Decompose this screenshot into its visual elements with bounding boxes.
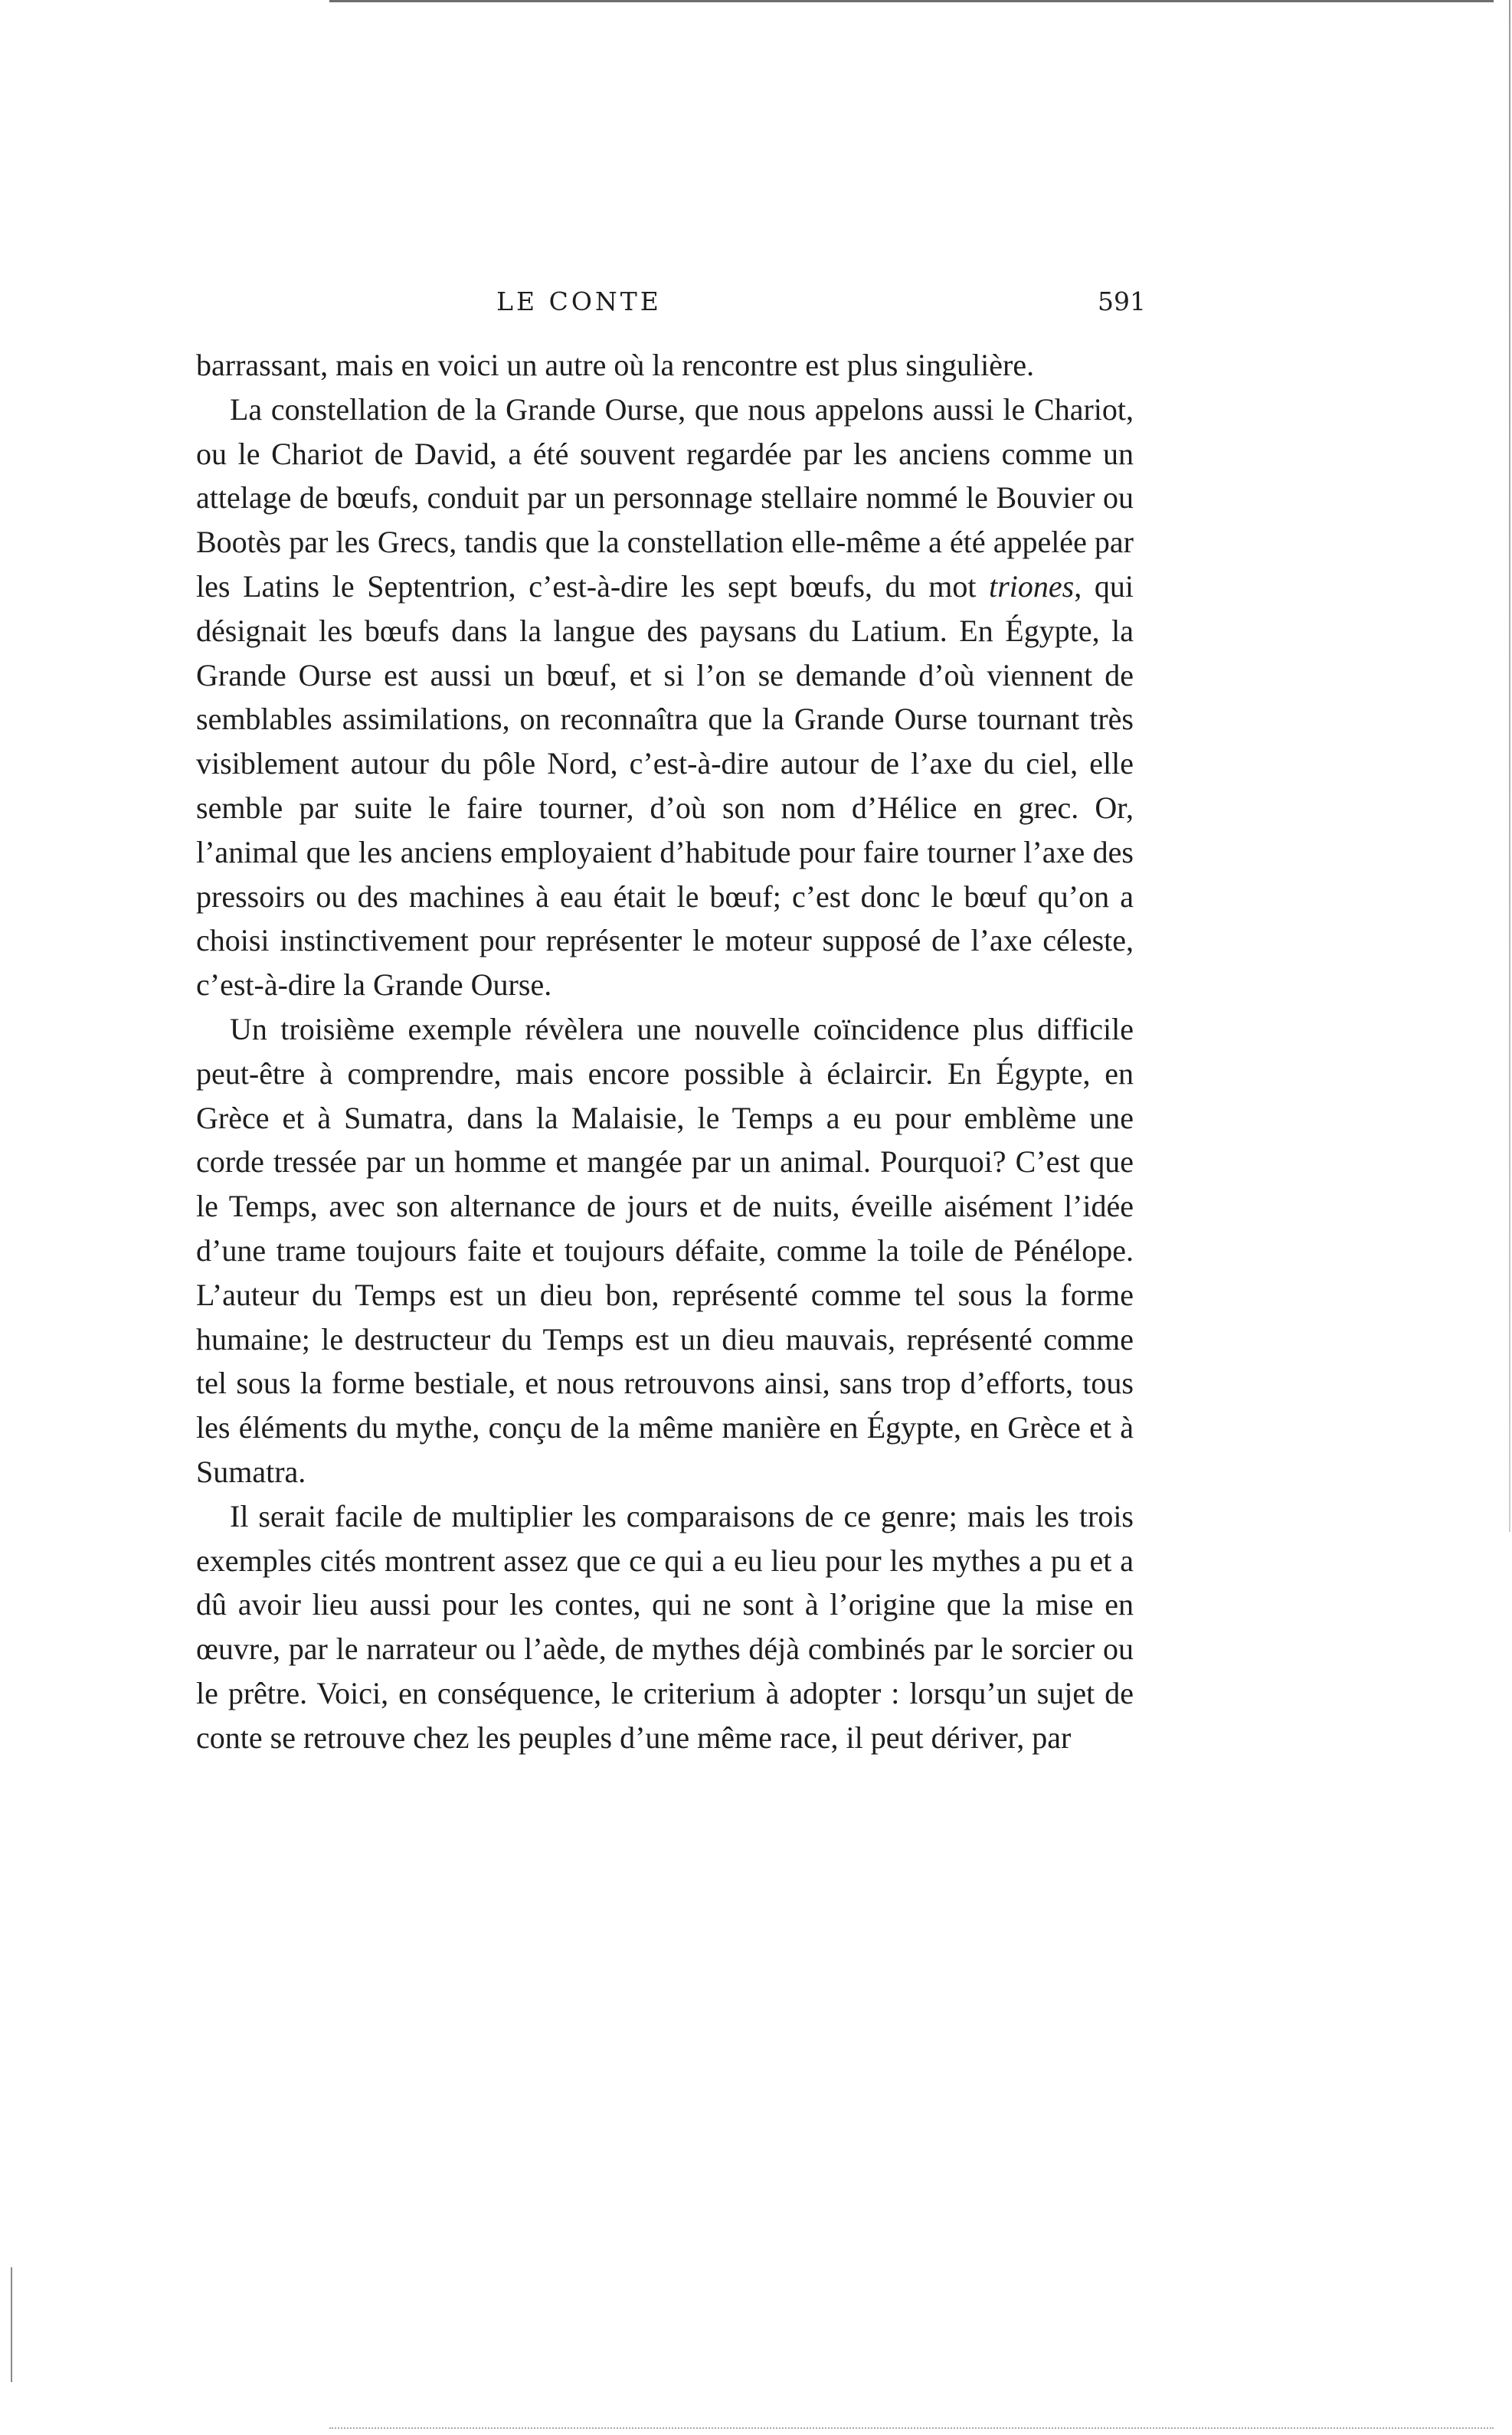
paragraph-2-italic-word: triones — [989, 568, 1075, 604]
paragraph-3: Un troisième exemple révèlera une nouvelle coïncidence plus difficile peut-être à comprendre, mais encore possible à éclaircir. En Égypte, en Grèce et à Sumatra, dans la Malaisie, le Temps a eu pour emblème une corde tressée par un homme et mangée par un animal. Pourquoi? C’est que le Temps, avec son alternance de jours et de nuits, éveille aisément l’idée d’une trame toujours faite et toujours défaite, comme la toile de Pénélope. L’auteur du Temps est un dieu bon, représenté comme tel sous la forme humaine; le destructeur du Temps est un dieu mauvais, représenté comme tel sous la forme bestiale, et nous retrouvons ainsi, sans trop d’efforts, tous les éléments du mythe, conçu de la même manière en Égypte, en Grèce et à Sumatra. — [196, 1011, 1134, 1489]
paragraph-1: barrassant, mais en voici un autre où la rencontre est plus singulière. — [196, 348, 1035, 382]
page-number: 591 — [1098, 286, 1146, 316]
paragraph-2 — [196, 388, 1134, 1007]
page-header — [196, 286, 1146, 332]
paragraph-2-text-a: La constellation de la Grande Ourse, que nous appelons aussi le Chariot, ou le Chariot de David, a été souvent regardée par les anciens comme un attelage de bœufs, conduit par un personnage stellaire nommé le Bouvier ou Bootès par les Grecs, tandis que la constellation elle-même a été appelée par les Latins le Septentrion, c’est-à-dire les sept bœufs, du mot — [196, 391, 1134, 604]
scan-edge-right — [1509, 0, 1510, 1532]
body-text — [196, 343, 1134, 1760]
scan-edge-top — [329, 0, 1494, 5]
scan-edge-bottom — [329, 2425, 1494, 2429]
paragraph-4: Il serait facile de multiplier les comparaisons de ce genre; mais les trois exemples cités montrent assez que ce qui a eu lieu pour les mythes a pu et a dû avoir lieu aussi pour les contes, qui ne sont à l’origine que la mise en œuvre, par le narrateur ou l’aède, de mythes déjà combinés par le sorcier ou le prêtre. Voici, en conséquence, le criterium à adopter : lorsqu’un sujet de conte se retrouve chez les peuples d’une même race, il peut dériver, par — [196, 1498, 1134, 1755]
paragraph-2-text-b: , qui désignait les bœufs dans la langue des paysans du Latium. En Égypte, la Grande Ourse est aussi un bœuf, et si l’on se demande d’où viennent de semblables assimilations, on reconnaîtra que la Grande Ourse tournant très visiblement autour du pôle Nord, c’est-à-dire autour de l’axe du ciel, elle semble par suite le faire tourner, d’où son nom d’Hélice en grec. Or, l’animal que les anciens employaient d’habitude pour faire tourner l’axe des pressoirs ou des machines à eau était le bœuf; c’est donc le bœuf qu’on a choisi instinctivement pour représenter le moteur supposé de l’axe céleste, c’est-à-dire la Grande Ourse. — [196, 568, 1134, 1003]
running-head: LE CONTE — [496, 286, 662, 316]
scan-edge-left-mark — [11, 2267, 12, 2382]
